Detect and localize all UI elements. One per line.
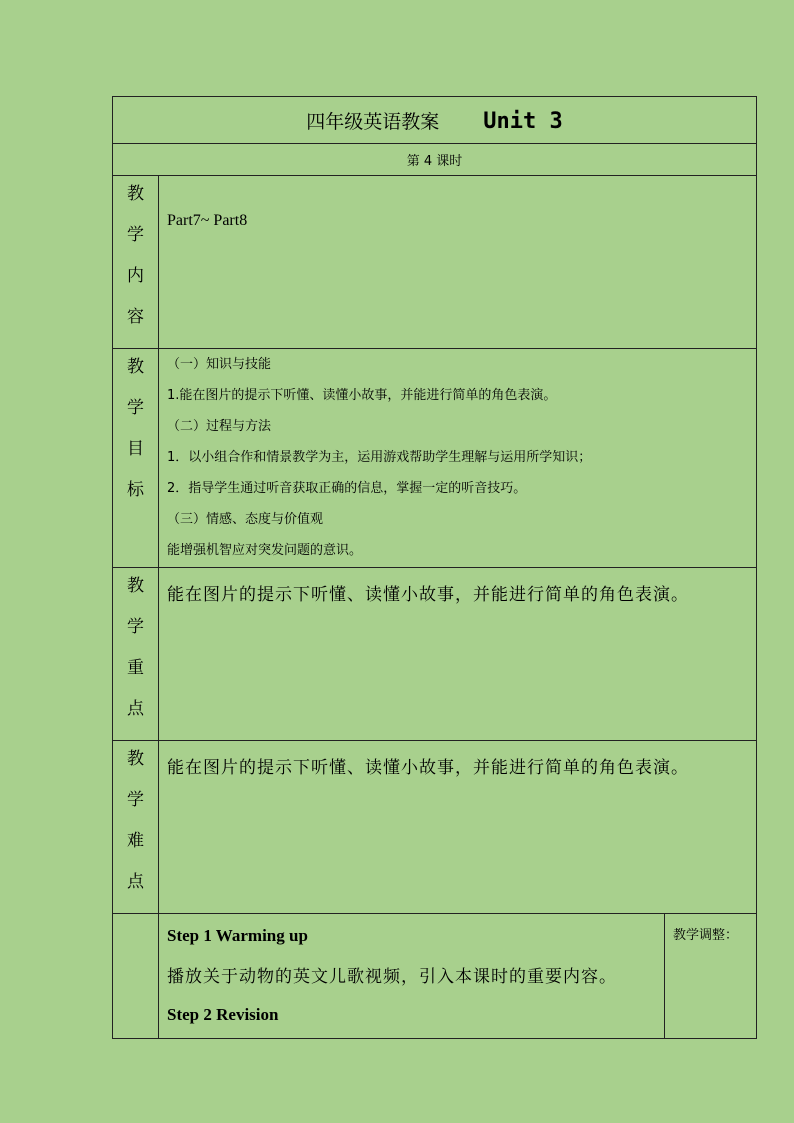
key-points-text: 能在图片的提示下听懂、读懂小故事，并能进行简单的角色表演。 xyxy=(167,585,689,605)
label-char: 容 xyxy=(127,307,144,327)
goals-label xyxy=(113,349,159,568)
title-unit: Unit 3 xyxy=(483,108,563,134)
label-char: 教 xyxy=(127,184,144,204)
label-char: 难 xyxy=(127,831,144,851)
title-chinese: 四年级英语教案 xyxy=(306,110,440,133)
title-row xyxy=(113,97,757,144)
label-char: 重 xyxy=(127,658,144,678)
label-char: 内 xyxy=(127,266,144,286)
label-char: 教 xyxy=(127,749,144,769)
goals-row xyxy=(113,349,757,568)
difficulties-label xyxy=(113,741,159,914)
goal-line: （三）情感、态度与价值观 xyxy=(167,512,324,527)
difficulties-text: 能在图片的提示下听懂、读懂小故事，并能进行简单的角色表演。 xyxy=(167,758,689,778)
steps-label-empty xyxy=(113,914,159,1039)
label-char: 目 xyxy=(127,439,144,459)
content-text: Part7~ Part8 xyxy=(167,212,248,229)
title-cell xyxy=(113,97,757,144)
goal-line: 1.能在图片的提示下听懂、读懂小故事，并能进行简单的角色表演。 xyxy=(167,388,557,403)
lesson-plan-sheet xyxy=(112,96,756,1022)
adjust-label: 教学调整： xyxy=(673,928,739,943)
difficulties-cell xyxy=(159,741,757,914)
step1-title: Step 1 Warming up xyxy=(167,926,308,945)
goals-cell xyxy=(159,349,757,568)
key-points-row xyxy=(113,568,757,741)
content-label xyxy=(113,176,159,349)
difficulties-row xyxy=(113,741,757,914)
lesson-plan-table xyxy=(112,96,757,1039)
goal-line: （二）过程与方法 xyxy=(167,419,272,434)
key-points-label xyxy=(113,568,159,741)
lesson-row xyxy=(113,144,757,176)
key-points-cell xyxy=(159,568,757,741)
goal-line: （一）知识与技能 xyxy=(167,357,272,372)
label-char: 学 xyxy=(127,790,144,810)
label-char: 标 xyxy=(127,480,144,500)
steps-row xyxy=(113,914,757,1039)
label-char: 点 xyxy=(127,872,144,892)
label-char: 学 xyxy=(127,225,144,245)
label-char: 教 xyxy=(127,576,144,596)
adjust-cell xyxy=(665,914,757,1039)
goal-line: 2．指导学生通过听音获取正确的信息，掌握一定的听音技巧。 xyxy=(167,481,527,496)
content-row xyxy=(113,176,757,349)
label-char: 学 xyxy=(127,617,144,637)
step1-text: 播放关于动物的英文儿歌视频，引入本课时的重要内容。 xyxy=(167,967,617,987)
lesson-number: 第 4 课时 xyxy=(113,144,757,176)
goal-line: 能增强机智应对突发问题的意识。 xyxy=(167,543,363,558)
label-char: 教 xyxy=(127,357,144,377)
goal-line: 1．以小组合作和情景教学为主，运用游戏帮助学生理解与运用所学知识； xyxy=(167,450,592,465)
steps-cell xyxy=(159,914,665,1039)
content-cell xyxy=(159,176,757,349)
step2-title: Step 2 Revision xyxy=(167,1005,279,1024)
label-char: 学 xyxy=(127,398,144,418)
label-char: 点 xyxy=(127,699,144,719)
